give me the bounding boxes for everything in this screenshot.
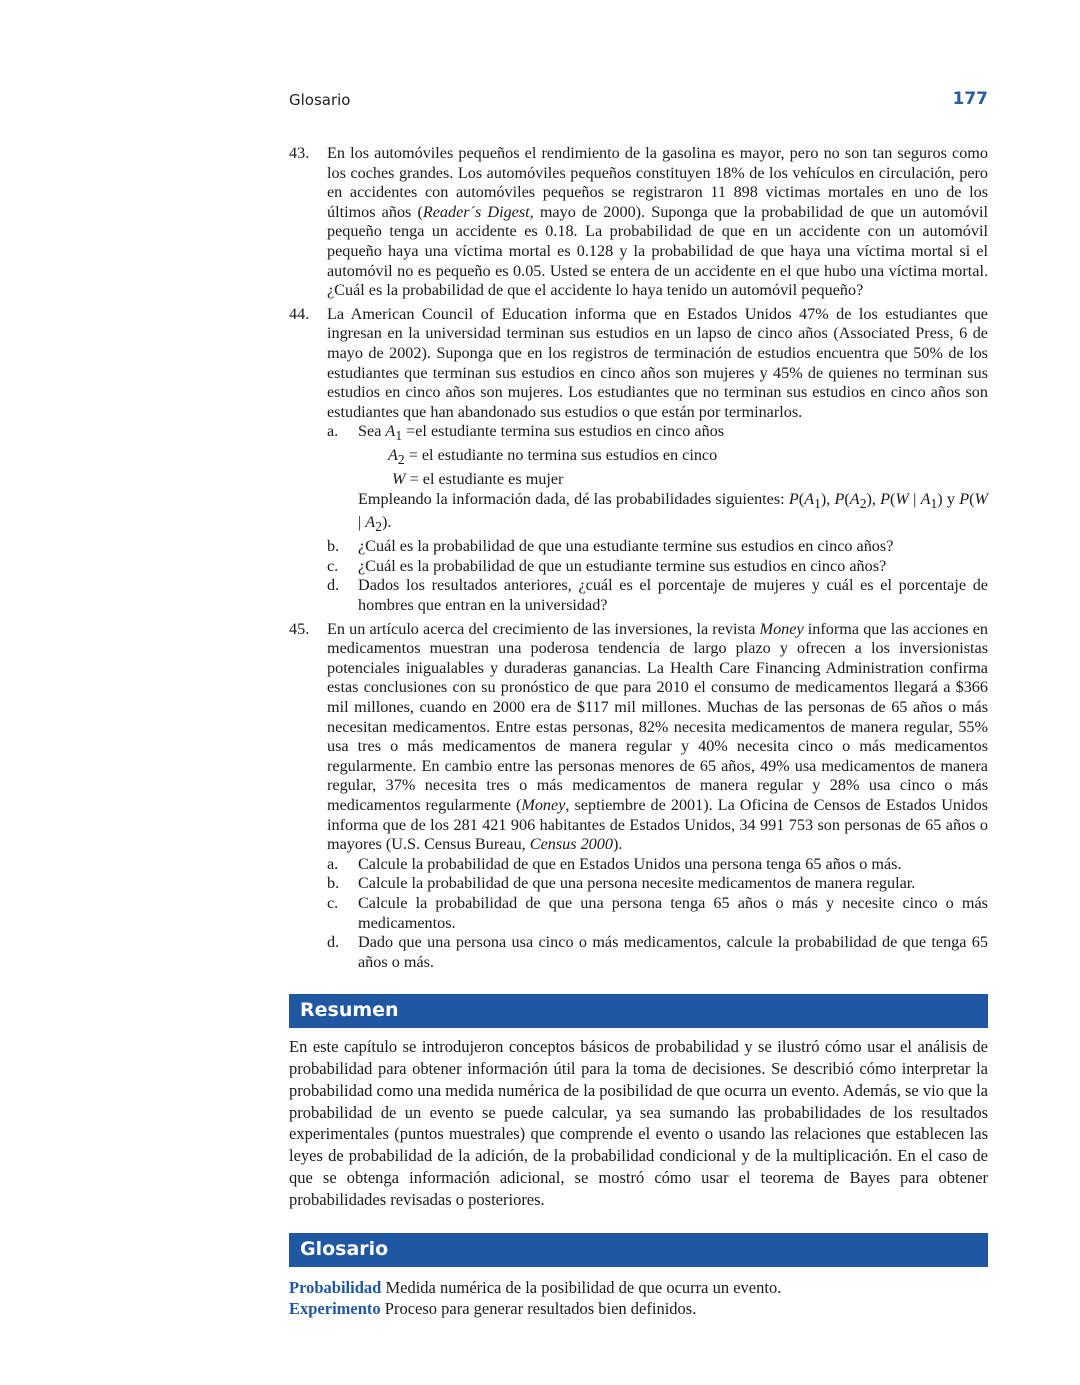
resumen-title: Resumen — [300, 999, 399, 1022]
running-header: Glosario — [289, 91, 351, 109]
probabilities-request: Empleando la información dada, dé las probabilidades siguientes: $P(A_1)$, $P(A_2)$, P(W | $A_1$) y P(W | $A_2$). — [358, 489, 989, 535]
text-run: = el estudiante es mujer — [405, 469, 564, 488]
subquestion-letter: b. — [327, 537, 340, 556]
subquestion-letter: a. — [327, 422, 339, 441]
subquestion-text: Dados los resultados anteriores, ¿cuál es el porcentaje de mujeres y cuál es el porcentaje de hombres que entran en la universidad? — [358, 576, 988, 614]
subquestion-c — [327, 894, 988, 933]
definition-line: Sea $A_1 =el$ estudiante termina sus estudios en cinco años — [358, 422, 725, 444]
exercise-number: 44. — [289, 304, 310, 323]
text-run: Empleando la información dada, dé las probabilidades siguientes: — [358, 489, 789, 508]
magazine-name: Money — [759, 619, 804, 638]
subquestion-letter: b. — [327, 874, 340, 893]
glossary-entry — [289, 1277, 988, 1299]
glossary-definition: Proceso para generar resultados bien definidos. — [380, 1299, 697, 1319]
exercise-text — [327, 620, 988, 855]
magazine-name: Money — [521, 795, 566, 814]
text-run: , septiembre de 2001). La Oficina de Censos de Estados Unidos informa que de los 281 421 906 habitantes de Estados Unidos, 34 991 753 son personas de 65 años o mayores (U.S. Census Bureau, — [327, 795, 989, 854]
text-run: En los automóviles pequeños el rendimiento de la gasolina es mayor, pero no son tan seguros como los coches grandes. Los automóviles pequeños constituyen 18% de los vehículos en circulación, pero en accidentes con automóviles pequeños se registraron 11 898 victimas mortales en uno de los últimos años ( — [327, 144, 988, 221]
subquestion-b — [327, 874, 988, 894]
subquestion-b — [327, 537, 988, 557]
text-run: ). — [612, 835, 623, 854]
definition-line: $A_2$ = el estudiante no termina sus estudios en cinco — [388, 446, 718, 468]
glossary-term: Experimento — [289, 1299, 381, 1319]
subquestion-text: ¿Cuál es la probabilidad de que una estudiante termine sus estudios en cinco años? — [358, 537, 894, 556]
source-citation: Reader´s Digest, — [422, 202, 534, 221]
census-citation: Census 2000 — [529, 835, 613, 854]
subquestion-letter: d. — [327, 576, 340, 595]
exercise-number: 45. — [289, 619, 310, 638]
text-run: =el estudiante termina sus estudios en cinco años — [402, 422, 725, 441]
subquestion-text — [358, 422, 988, 537]
text-run: = el estudiante no termina sus estudios en cinco — [404, 446, 718, 465]
glosario-title: Glosario — [300, 1237, 389, 1260]
exercise-number: 43. — [289, 144, 310, 162]
subquestion-text: Dado que una persona usa cinco o más medicamentos, calcule la probabilidad de que tenga 65 años o más. — [358, 933, 988, 971]
subquestion-a — [327, 422, 988, 537]
glossary-entry — [289, 1298, 988, 1320]
subquestion-letter: d. — [327, 933, 340, 952]
text-run: informa que las acciones en medicamentos muestran una poderosa tendencia de largo plazo y ofrecen a los inversionistas potenciales inigualables y duraderas ganancias. La Health Care Financing Administration confirma estas conclusiones con su pronóstico de que para 2010 el consumo de medicamentos llegará a $366 mil millones, cuando en 2000 era de $117 mil millones. Muchas de las personas de 65 años o más necesitan medicamentos. Entre estas personas, 82% necesita medicamentos de manera regular, 55% usa tres o más medicamentos de manera regular y 40% necesita cinco o más medicamentos regularmente. En cambio entre las personas menores de 65 años, 49% usa medicamentos de manera regular, 37% necesita tres o más medicamentos de manera regular y 28% usa cinco o más medicamentos regularmente ( — [327, 619, 988, 814]
glossary-definition: Medida numérica de la posibilidad de que ocurra un evento. — [381, 1277, 782, 1297]
subquestion-d — [327, 933, 988, 972]
glosario-header-bar — [289, 1233, 988, 1267]
text-run: En un artículo acerca del crecimiento de las inversiones, la revista — [327, 619, 760, 638]
subquestion-d — [327, 576, 988, 615]
subquestion-c — [327, 557, 988, 577]
resumen-header-bar — [289, 994, 988, 1028]
page-number: 177 — [952, 89, 988, 109]
glossary-list — [289, 1277, 988, 1321]
subquestion-letter: c. — [327, 893, 339, 912]
subquestion-text: ¿Cuál es la probabilidad de que un estudiante termine sus estudios en cinco años? — [358, 556, 887, 575]
exercise-text: La American Council of Education informa que en Estados Unidos 47% de los estudiantes que ingresan en la universidad terminan sus estudios en un lapso de cinco años (Associated Press, 6 de mayo de 2002). Suponga que en los registros de terminación de estudios encuentra que 50% de los estudiantes que terminan sus estudios en cinco años son mujeres y 45% de quienes no terminan sus estudios en cinco años son mujeres. Los estudiantes que no terminan sus estudios en cinco años son estudiantes que han abandonado sus estudios o que están por terminarlos. — [327, 304, 988, 421]
exercise-43 — [289, 144, 988, 301]
subquestion-text: Calcule la probabilidad de que en Estados Unidos una persona tenga 65 años o más. — [358, 854, 902, 873]
exercise-text — [327, 144, 988, 301]
exercise-45 — [289, 620, 988, 973]
text-run: Sea — [358, 422, 386, 441]
glossary-term: Probabilidad — [289, 1277, 382, 1297]
subquestion-text: Calcule la probabilidad de que una persona necesite medicamentos de manera regular. — [358, 874, 916, 893]
page-content — [289, 144, 988, 1320]
text-run: mayo de 2000). Suponga que la probabilidad de que un automóvil pequeño tenga un accidente es 0.18. La probabilidad de que en un accidente con un automóvil pequeño haya una víctima mortal es 0.128 y la probabilidad de que haya una víctima mortal si el automóvil no es pequeño es 0.05. Usted se entera de un accidente en el que hubo una víctima mortal. ¿Cuál es la probabilidad de que el accidente lo haya tenido un automóvil pequeño? — [327, 202, 988, 300]
definition-line: W = el estudiante es mujer — [392, 469, 564, 488]
resumen-text: En este capítulo se introdujeron conceptos básicos de probabilidad y se ilustró cómo usar el análisis de probabilidad para obtener información útil para la toma de decisiones. Se describió cómo interpretar la probabilidad como una medida numérica de la posibilidad de que ocurra un evento. Además, se vio que la probabilidad de un evento se puede calcular, ya sea sumando las probabilidades de los resultados experimentales (puntos muestrales) que comprende el evento o usando las relaciones que establecen las leyes de probabilidad de la adición, de la probabilidad condicional y de la multiplicación. En el caso de que se obtenga información adicional, se mostró cómo usar el teorema de Bayes para obtener probabilidades revisadas o posteriores. — [289, 1037, 988, 1209]
subquestion-letter: c. — [327, 556, 339, 575]
exercise-44 — [289, 305, 988, 616]
subquestion-text: Calcule la probabilidad de que una persona tenga 65 años o más y necesite cinco o más medicamentos. — [358, 893, 988, 932]
subquestion-a — [327, 855, 988, 875]
subquestion-letter: a. — [327, 854, 339, 873]
